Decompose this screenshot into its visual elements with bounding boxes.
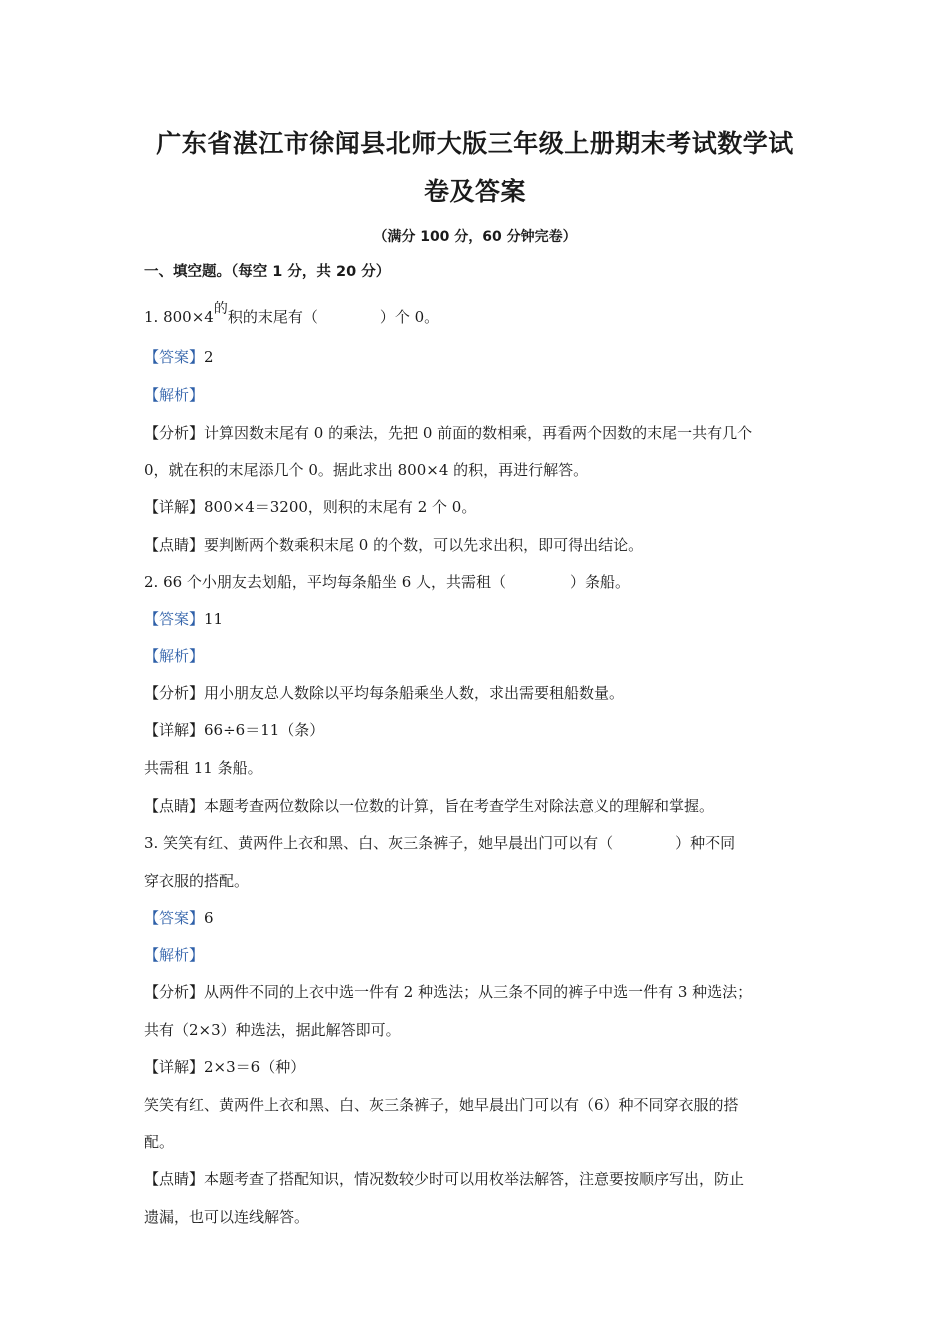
question-3-dianjing-cont: 遗漏，也可以连线解答。 [144,1208,310,1226]
question-1-stem [144,301,440,328]
dianjing-text: 要判断两个数乘积末尾 0 的个数，可以先求出积，即可得出结论。 [204,536,644,554]
dianjing-text: 本题考查两位数除以一位数的计算，旨在考查学生对除法意义的理解和掌握。 [204,797,715,815]
question-3-fenxi-cont: 共有（2×3）种选法，据此解答即可。 [144,1021,401,1039]
answer-label: 【答案】 [144,610,205,628]
document-title-line-2: 卷及答案 [423,177,526,206]
jiexi-label: 【解析】 [144,647,205,665]
xiangjie-label: 【详解】 [144,721,205,739]
xiangjie-text: 2×3＝6（种） [204,1058,306,1076]
answer-value: 2 [204,348,214,366]
question-2-jiexi [144,646,204,666]
fenxi-label: 【分析】 [144,983,205,1001]
answer-value: 11 [204,610,224,628]
dianjing-label: 【点睛】 [144,1170,205,1188]
question-1-stem-c: ）个 0。 [379,308,440,326]
question-3-fenxi [144,982,752,1002]
question-1-stem-a: 1. 800×4 [144,308,214,326]
section-heading: 一、填空题。（每空 1 分，共 20 分） [144,264,391,280]
fenxi-text: 计算因数末尾有 0 的乘法，先把 0 前面的数相乘，再看两个因数的末尾一共有几个 [204,424,753,442]
question-3-jiexi [144,945,204,965]
xiangjie-text: 800×4＝3200，则积的末尾有 2 个 0。 [204,498,477,516]
question-3-extra-cont: 配。 [144,1133,175,1151]
answer-label: 【答案】 [144,348,205,366]
fenxi-label: 【分析】 [144,424,205,442]
question-3-stem-a: 3. 笑笑有红、黄两件上衣和黑、白、灰三条裤子，她早晨出门可以有（ [144,834,614,852]
dianjing-text: 本题考查了搭配知识，情况数较少时可以用枚举法解答，注意要按顺序写出，防止 [204,1170,745,1188]
fenxi-label: 【分析】 [144,684,205,702]
xiangjie-label: 【详解】 [144,1058,205,1076]
question-2-stem-a: 2. 66 个小朋友去划船，平均每条船坐 6 人，共需租（ [144,573,507,591]
answer-value: 6 [204,909,214,927]
question-2-answer [144,609,223,629]
question-2-dianjing [144,796,714,816]
question-2-fenxi [144,683,624,703]
question-1-xiangjie [144,497,476,517]
document-subtitle: （满分 100 分，60 分钟完卷） [373,229,577,245]
document-title-line-1: 广东省湛江市徐闻县北师大版三年级上册期末考试数学试 [156,129,794,158]
xiangjie-label: 【详解】 [144,498,205,516]
question-1-fenxi [144,423,752,443]
fenxi-text: 用小朋友总人数除以平均每条船乘坐人数，求出需要租船数量。 [204,684,625,702]
question-3-stem-b: ）种不同 [675,834,736,852]
jiexi-label: 【解析】 [144,386,205,404]
question-3-stem [144,833,735,853]
question-1-dianjing [144,535,643,555]
xiangjie-text: 66÷6＝11（条） [204,721,325,739]
question-1-stem-b: 积的末尾有（ [227,308,318,326]
question-3-stem-cont: 穿衣服的搭配。 [144,872,250,890]
question-1-answer [144,347,214,367]
question-3-extra: 笑笑有红、黄两件上衣和黑、白、灰三条裤子，她早晨出门可以有（6）种不同穿衣服的搭 [144,1096,739,1114]
question-2-xiangjie [144,720,324,740]
fenxi-text: 从两件不同的上衣中选一件有 2 种选法；从三条不同的裤子中选一件有 3 种选法； [204,983,753,1001]
dianjing-label: 【点睛】 [144,536,205,554]
question-3-answer [144,908,214,928]
answer-label: 【答案】 [144,909,205,927]
question-1-stem-sup: 的 [213,301,228,317]
question-1-fenxi-cont: 0，就在积的末尾添几个 0。据此求出 800×4 的积，再进行解答。 [144,461,589,479]
question-1-jiexi [144,385,204,405]
dianjing-label: 【点睛】 [144,797,205,815]
question-2-stem [144,572,630,592]
question-3-dianjing [144,1169,744,1189]
jiexi-label: 【解析】 [144,946,205,964]
question-2-extra: 共需租 11 条船。 [144,759,263,777]
question-3-xiangjie [144,1057,305,1077]
question-2-stem-b: ）条船。 [570,573,631,591]
